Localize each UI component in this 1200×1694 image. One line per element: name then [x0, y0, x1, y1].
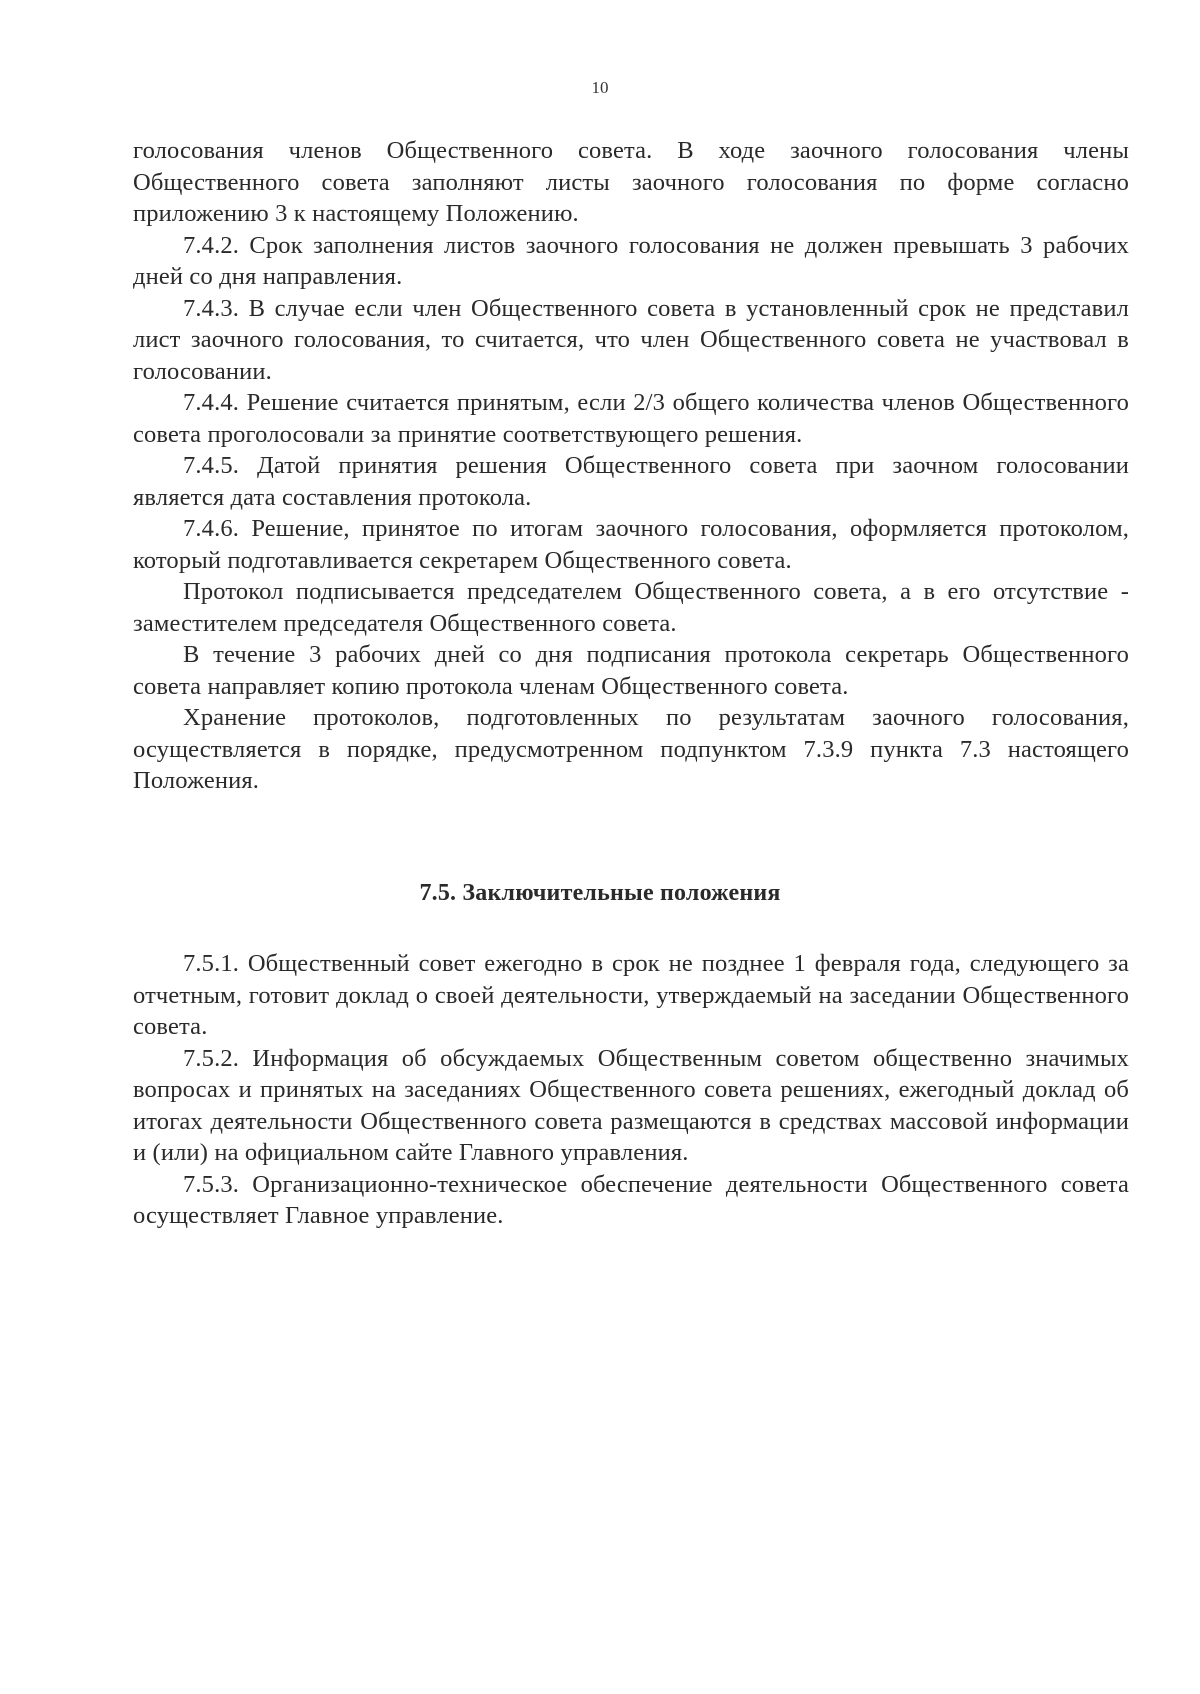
lower-text-block [133, 948, 1129, 1232]
section-heading: 7.5. Заключительные положения [419, 880, 781, 906]
paragraph-7-5-2: 7.5.2. Информация об обсуждаемых Общественным советом общественно значимых вопросах и принятых на заседаниях Общественного совета решениях, ежегодный доклад об итогах деятельности Общественного совета размещаются в средствах массовой информации и (или) на официальном сайте Главного управления. [133, 1044, 1129, 1166]
paragraph-7-4-6: 7.4.6. Решение, принятое по итогам заочного голосования, оформляется протоколом, который подготавливается секретарем Общественного совета. [133, 515, 1129, 574]
paragraph-protocol-copy: В течение 3 рабочих дней со дня подписания протокола секретарь Общественного совета направляет копию протокола членам Общественного совета. [133, 641, 1129, 700]
paragraph-7-4-4: 7.4.4. Решение считается принятым, если 2/3 общего количества членов Общественного совета проголосовали за принятие соответствующего решения. [133, 389, 1129, 448]
paragraph-protocol-storage: Хранение протоколов, подготовленных по результатам заочного голосования, осуществляется в порядке, предусмотренном подпунктом 7.3.9 пункта 7.3 настоящего Положения. [133, 704, 1129, 794]
paragraph-7-4-3: 7.4.3. В случае если член Общественного совета в установленный срок не представил лист заочного голосования, то считается, что член Общественного совета не участвовал в голосовании. [133, 294, 1129, 385]
page-number: 10 [591, 78, 609, 97]
upper-text-block [133, 135, 1129, 797]
paragraph-protocol-signing: Протокол подписывается председателем Общественного совета, а в его отсутствие - заместителем председателя Общественного совета. [133, 578, 1129, 637]
paragraph-continuation: голосования членов Общественного совета. В ходе заочного голосования члены Общественного совета заполняют листы заочного голосования по форме согласно приложению 3 к настоящему Положению. [133, 137, 1129, 227]
paragraph-7-5-1: 7.5.1. Общественный совет ежегодно в срок не позднее 1 февраля года, следующего за отчетным, готовит доклад о своей деятельности, утверждаемый на заседании Общественного совета. [133, 950, 1129, 1040]
paragraph-7-4-2: 7.4.2. Срок заполнения листов заочного голосования не должен превышать 3 рабочих дней со дня направления. [133, 231, 1129, 290]
paragraph-7-4-5: 7.4.5. Датой принятия решения Общественного совета при заочном голосовании является дата составления протокола. [133, 452, 1129, 511]
paragraph-7-5-3: 7.5.3. Организационно-техническое обеспечение деятельности Общественного совета осуществляет Главное управление. [133, 1170, 1129, 1229]
